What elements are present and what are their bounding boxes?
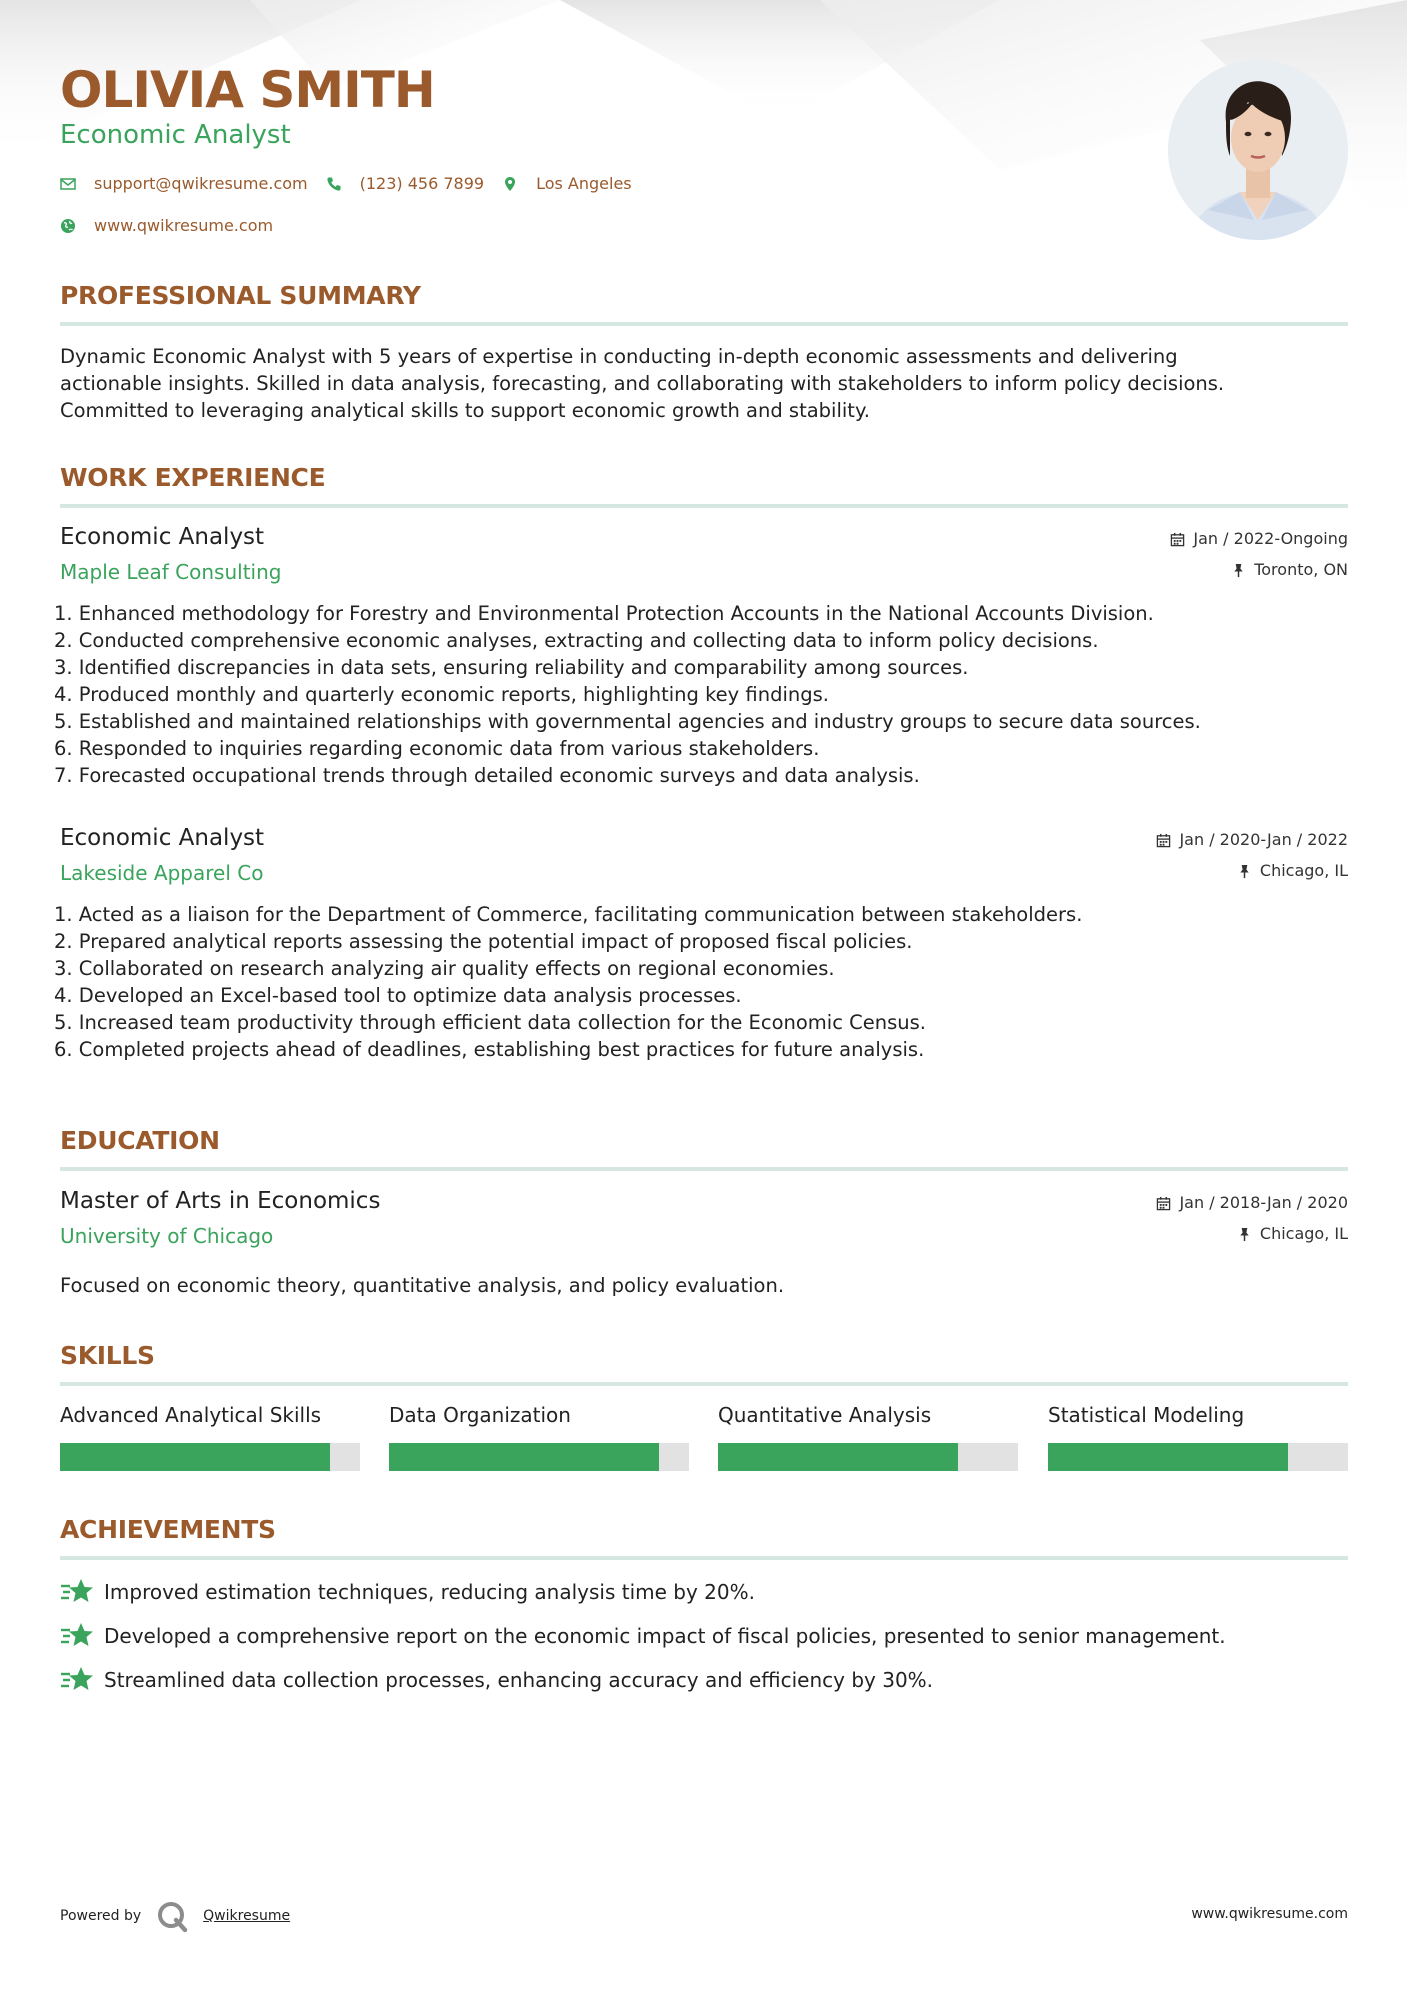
skill-bar [60,1443,360,1471]
skill-label: Advanced Analytical Skills [60,1403,322,1427]
qwikresume-link[interactable]: Qwikresume [203,1908,291,1924]
job-location [1231,559,1348,581]
contact-website[interactable]: www.qwikresume.com [94,216,274,235]
list-item: 4. Developed an Excel-based tool to optimize data analysis processes. [54,984,742,1007]
job-location-text: Toronto, ON [1254,560,1348,579]
skill-item [1048,1402,1348,1471]
summary-line: Dynamic Economic Analyst with 5 years of expertise in conducting in-depth economic assessments and delivering [60,345,1178,368]
skill-label: Quantitative Analysis [718,1403,932,1427]
star-icon [60,1665,94,1695]
candidate-title: Economic Analyst [60,120,291,150]
list-item: 1. Enhanced methodology for Forestry and Environmental Protection Accounts in the National Accounts Division. [54,602,1154,625]
pushpin-icon [1237,864,1252,879]
achievement-text: Streamlined data collection processes, enhancing accuracy and efficiency by 30%. [104,1668,934,1692]
skill-label: Data Organization [389,1403,571,1427]
education-date-text: Jan / 2018-Jan / 2020 [1179,1193,1348,1212]
experience-heading: WORK EXPERIENCE [60,463,326,492]
list-item: 5. Established and maintained relationships with governmental agencies and industry groups to secure data sources. [54,710,1201,733]
education-description: Focused on economic theory, quantitative analysis, and policy evaluation. [60,1274,785,1297]
job-date-text: Jan / 2022-Ongoing [1193,529,1348,548]
contact-row [60,172,632,196]
job-location-text: Chicago, IL [1259,861,1348,880]
skills-heading: SKILLS [60,1341,155,1370]
skill-bar-fill [718,1443,958,1471]
skills-list [60,1380,1348,1460]
job-date-text: Jan / 2020-Jan / 2022 [1179,830,1348,849]
job-location [1237,860,1348,882]
phone-icon [326,176,360,192]
achievements-heading: ACHIEVEMENTS [60,1515,276,1544]
list-item: 2. Conducted comprehensive economic analyses, extracting and collecting data to inform policy decisions. [54,629,1099,652]
profile-photo [1168,60,1348,240]
achievement-text: Improved estimation techniques, reducing analysis time by 20%. [104,1580,755,1604]
powered-by [60,1896,290,1936]
skill-bar-fill [60,1443,330,1471]
skill-item [60,1402,360,1471]
skill-item [718,1402,1018,1471]
contact-email[interactable]: support@qwikresume.com [94,174,308,193]
skill-bar-fill [1048,1443,1288,1471]
calendar-icon [1156,833,1171,848]
calendar-icon [1156,1196,1171,1211]
list-item: 3. Identified discrepancies in data sets, ensuring reliability and comparability among sources. [54,656,969,679]
job-bullets [54,600,1201,789]
contact-phone[interactable]: (123) 456 7899 [359,174,485,193]
qwikresume-logo-icon [155,1899,189,1933]
list-item: 1. Acted as a liaison for the Department of Commerce, facilitating communication between stakeholders. [54,903,1083,926]
skill-bar-fill [389,1443,659,1471]
list-item: 6. Responded to inquiries regarding economic data from various stakeholders. [54,737,820,760]
job-company: Maple Leaf Consulting [60,560,282,584]
skill-bar [1048,1443,1348,1471]
list-item: 6. Completed projects ahead of deadlines, establishing best practices for future analysis. [54,1038,925,1061]
section-divider [60,322,1348,326]
list-item: 7. Forecasted occupational trends through detailed economic surveys and data analysis. [54,764,920,787]
globe-icon [60,218,94,234]
pushpin-icon [1231,563,1246,578]
summary-section [60,280,1348,424]
skill-bar [718,1443,1018,1471]
powered-by-label: Powered by [60,1908,142,1924]
star-icon [60,1577,94,1607]
job-title: Economic Analyst [60,825,265,851]
achievement-item [60,1621,1348,1651]
footer-url[interactable]: www.qwikresume.com [1191,1906,1348,1922]
education-date [1156,1192,1348,1214]
education-location-text: Chicago, IL [1259,1224,1348,1243]
summary-line: Committed to leveraging analytical skills to support economic growth and stability. [60,399,870,422]
list-item: 5. Increased team productivity through efficient data collection for the Economic Census. [54,1011,926,1034]
list-item: 4. Produced monthly and quarterly economic reports, highlighting key findings. [54,683,829,706]
achievement-item [60,1665,1348,1695]
education-location [1237,1223,1348,1245]
education-heading: EDUCATION [60,1126,220,1155]
education-section [60,1125,1348,1171]
job-date [1170,528,1348,550]
website-row [60,214,273,238]
achievement-item [60,1577,1348,1607]
star-icon [60,1621,94,1651]
summary-heading: PROFESSIONAL SUMMARY [60,281,421,310]
envelope-icon [60,176,94,192]
section-divider [60,1167,1348,1171]
summary-line: actionable insights. Skilled in data analysis, forecasting, and collaborating with stakeholders to inform policy decisions. [60,372,1225,395]
skill-label: Statistical Modeling [1048,1403,1245,1427]
job-company: Lakeside Apparel Co [60,861,264,885]
list-item: 2. Prepared analytical reports assessing the potential impact of proposed fiscal policies. [54,930,913,953]
footer [60,1896,1348,1936]
job-date [1156,829,1348,851]
map-pin-icon [502,176,536,192]
achievement-text: Developed a comprehensive report on the economic impact of fiscal policies, presented to senior management. [104,1624,1226,1648]
job-title: Economic Analyst [60,524,265,550]
list-item: 3. Collaborated on research analyzing air quality effects on regional economies. [54,957,835,980]
calendar-icon [1170,532,1185,547]
contact-location: Los Angeles [536,174,632,193]
skill-item [389,1402,689,1471]
candidate-name: OLIVIA SMITH [60,61,435,119]
experience-section [60,462,1348,508]
section-divider [60,1556,1348,1560]
pushpin-icon [1237,1227,1252,1242]
school: University of Chicago [60,1224,274,1248]
degree: Master of Arts in Economics [60,1188,381,1214]
skill-bar [389,1443,689,1471]
section-divider [60,504,1348,508]
job-bullets [54,901,1082,1063]
achievements-section [60,1514,1348,1560]
summary-text [60,343,1348,424]
